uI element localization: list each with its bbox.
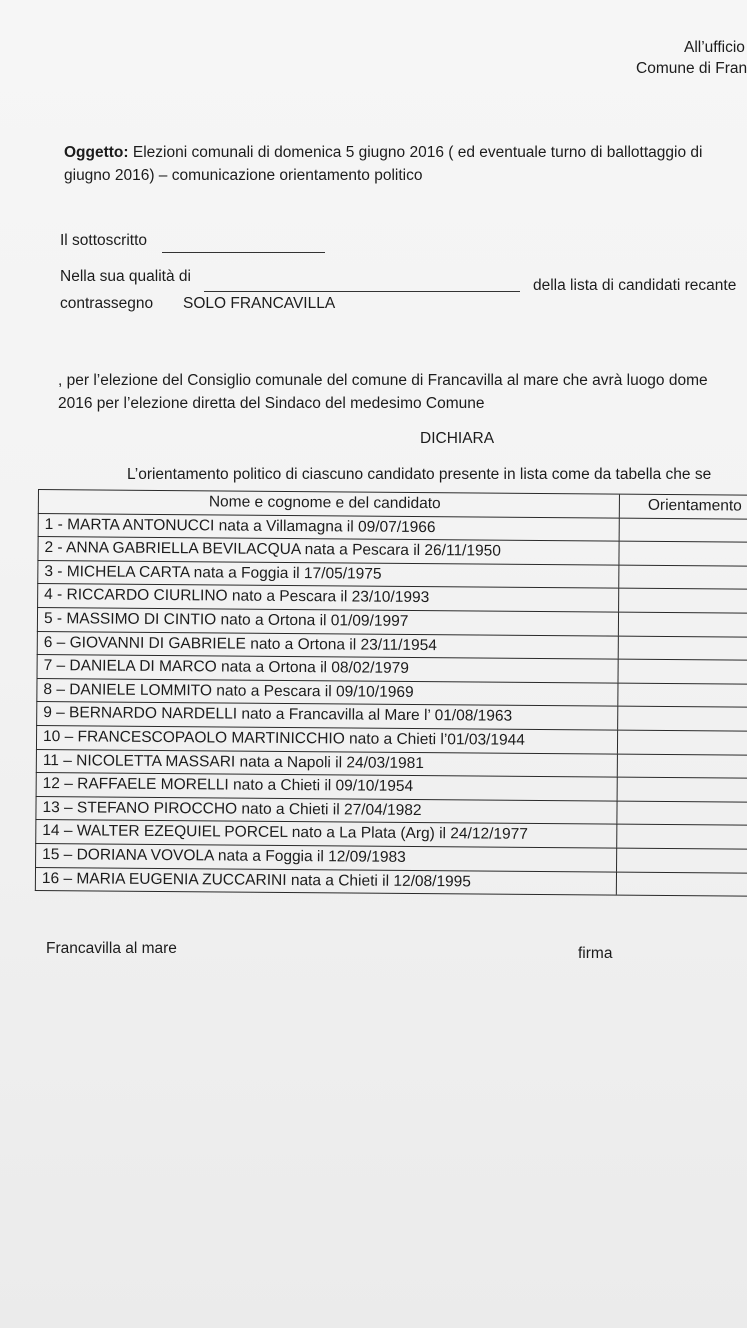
header-orientation-cell <box>619 495 742 518</box>
emblem-value: SOLO FRANCAVILLA <box>183 295 336 312</box>
orientation-cell <box>618 565 619 588</box>
candidate-name: 7 – DANIELA DI MARCO nata a Ortona il 08/02/1979 <box>43 657 409 678</box>
quality-label: Nella sua qualità di <box>60 268 191 285</box>
orientation-cell <box>616 825 617 848</box>
candidate-name: 1 - MARTA ANTONUCCI nata a Villamagna il 09/07/1966 <box>44 515 436 536</box>
orientation-cell <box>617 754 618 777</box>
table-row <box>35 867 747 896</box>
footer-place: Francavilla al mare <box>46 940 177 957</box>
orientation-cell <box>618 613 619 636</box>
quality-suffix: della lista di candidati recante <box>533 277 737 294</box>
election-line-2: 2016 per l’elezione diretta del Sindaco del medesimo Comune <box>58 395 485 412</box>
subject-label: Oggetto: <box>64 144 129 161</box>
orientation-cell <box>618 589 619 612</box>
declaration-text: L’orientamento politico di ciascuno candidato presente in lista come da tabella che se <box>127 466 712 483</box>
candidate-name: 15 – DORIANA VOVOLA nata a Foggia il 12/09/1983 <box>42 845 406 866</box>
orientation-cell <box>617 707 618 730</box>
orientation-cell <box>617 660 618 683</box>
candidate-name: 9 – BERNARDO NARDELLI nato a Francavilla al Mare l’ 01/08/1963 <box>43 704 513 726</box>
candidates-table <box>35 489 747 897</box>
orientation-cell <box>618 636 619 659</box>
declaration-title: DICHIARA <box>420 430 495 447</box>
footer-signature: firma <box>578 945 613 962</box>
candidate-name: 13 – STEFANO PIROCCHO nato a Chieti il 27/04/1982 <box>42 798 422 819</box>
candidate-name: 3 - MICHELA CARTA nata a Foggia il 17/05/1975 <box>44 562 382 583</box>
candidate-name: 6 – GIOVANNI DI GABRIELE nato a Ortona il 23/11/1954 <box>43 633 438 654</box>
election-line-1: , per l’elezione del Consiglio comunale del comune di Francavilla al mare che avrà luogo dome <box>58 372 708 389</box>
candidate-name: 8 – DANIELE LOMMITO nato a Pescara il 09/10/1969 <box>43 680 414 701</box>
orientation-cell <box>616 872 617 895</box>
emblem-label: contrassegno <box>60 295 154 312</box>
candidate-name: 12 – RAFFAELE MORELLI nato a Chieti il 09/10/1954 <box>42 775 414 796</box>
candidate-name: 5 - MASSIMO DI CINTIO nato a Ortona il 01/09/1997 <box>43 610 409 630</box>
orientation-cell <box>618 542 619 565</box>
candidate-name: 2 - ANNA GABRIELLA BEVILACQUA nata a Pescara il 26/11/1950 <box>44 539 501 560</box>
signatory-label: Il sottoscritto <box>60 232 147 249</box>
subject-text-1: Elezioni comunali di domenica 5 giugno 2016 ( ed eventuale turno di ballottaggio di <box>128 144 703 161</box>
orientation-cell <box>616 801 617 824</box>
recipient-line-2: Comune di Fran <box>636 60 747 77</box>
signatory-blank-line <box>162 252 325 253</box>
candidate-name: 16 – MARIA EUGENIA ZUCCARINI nata a Chieti il 12/08/1995 <box>41 869 472 890</box>
quality-blank-line <box>204 291 520 292</box>
orientation-cell <box>616 848 617 871</box>
orientation-cell <box>617 778 618 801</box>
orientation-cell <box>617 683 618 706</box>
subject-line-1 <box>64 144 702 162</box>
header-orientation: Orientamento <box>647 496 742 515</box>
candidate-name: 14 – WALTER EZEQUIEL PORCEL nato a La Plata (Arg) il 24/12/1977 <box>42 822 528 844</box>
recipient-line-1: All’ufficio <box>684 39 745 56</box>
candidate-name: 4 - RICCARDO CIURLINO nato a Pescara il 23/10/1993 <box>44 586 430 607</box>
candidate-name: 11 – NICOLETTA MASSARI nata a Napoli il 24/03/1981 <box>42 751 425 772</box>
orientation-cell <box>619 518 620 541</box>
orientation-cell <box>617 730 618 753</box>
candidate-name: 10 – FRANCESCOPAOLO MARTINICCHIO nato a Chieti l’01/03/1944 <box>42 727 525 749</box>
header-name: Nome e cognome e del candidato <box>208 493 441 513</box>
subject-line-2: giugno 2016) – comunicazione orientamento politico <box>64 167 423 184</box>
